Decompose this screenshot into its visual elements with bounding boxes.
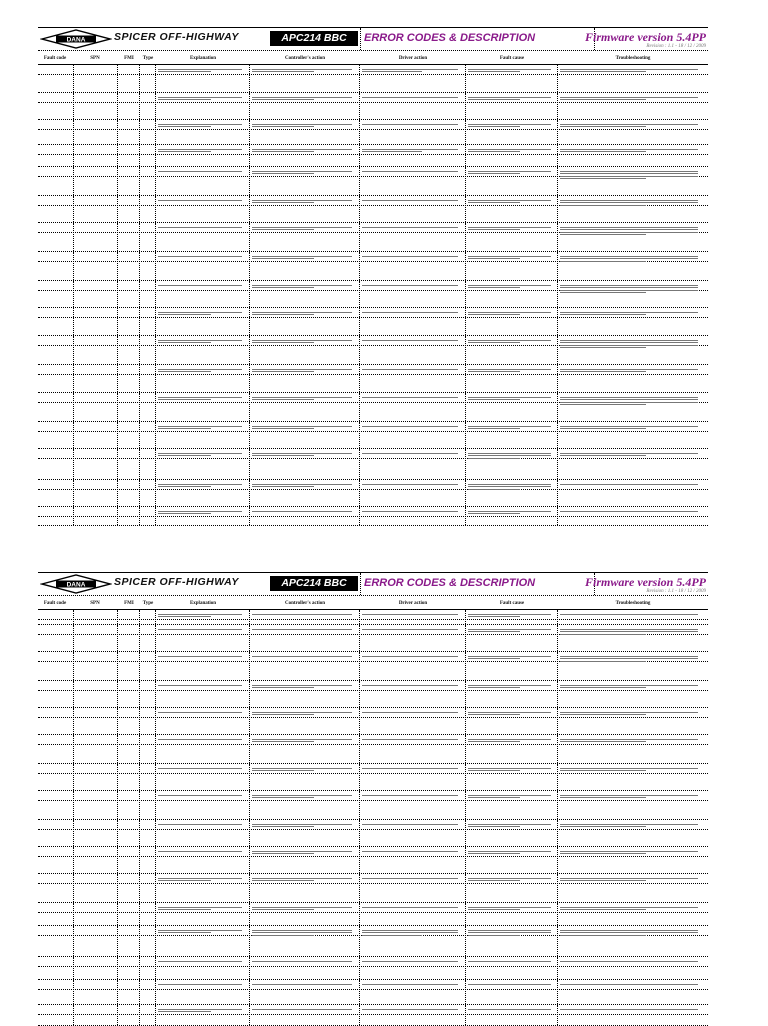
cell-text [252, 424, 356, 431]
document-page-2 [38, 572, 708, 1024]
cell-text [252, 451, 356, 458]
cell-text [158, 876, 246, 883]
cell-text [468, 122, 554, 129]
cell-text [362, 766, 462, 770]
table-row [38, 422, 708, 449]
table-row [38, 681, 708, 708]
cell-text [252, 737, 356, 744]
cell-text [362, 509, 462, 513]
cell-text [468, 982, 554, 986]
cell-text [252, 683, 356, 690]
cell-text [560, 612, 704, 616]
column-header: Troubleshooting [615, 601, 651, 606]
cell-text [252, 876, 356, 883]
error-code-table [38, 65, 708, 526]
cell-text [468, 95, 554, 102]
cell-text [362, 310, 462, 314]
table-row [38, 336, 708, 365]
cell-text [362, 95, 462, 99]
cell-text [252, 67, 356, 74]
table-row [38, 145, 708, 167]
cell-text [362, 959, 462, 963]
table-row [38, 167, 708, 196]
table-row [38, 708, 708, 735]
svg-text:DANA: DANA [66, 36, 86, 44]
cell-text [158, 793, 246, 797]
brand-name: SPICER OFF-HIGHWAY [114, 31, 239, 43]
cell-text [362, 338, 462, 342]
cell-text [468, 959, 554, 963]
cell-text [468, 710, 554, 717]
column-header: Fault code [43, 601, 67, 606]
cell-text [560, 959, 704, 963]
cell-text [468, 67, 554, 74]
cell-text [252, 710, 356, 717]
cell-text [468, 905, 554, 912]
document-page-1 [38, 27, 708, 512]
brand-name: SPICER OFF-HIGHWAY [114, 576, 239, 588]
table-row [38, 926, 708, 957]
cell-text [252, 254, 356, 261]
table-row [38, 791, 708, 820]
table-row [38, 1005, 708, 1026]
cell-text [468, 793, 554, 800]
cell-text [158, 122, 246, 129]
cell-text [158, 654, 246, 658]
cell-text [560, 283, 704, 295]
cell-text [468, 509, 554, 516]
column-header: SPN [90, 601, 100, 606]
table-row [38, 480, 708, 507]
table-row [38, 223, 708, 252]
cell-text [560, 95, 704, 102]
cell-text [560, 482, 704, 486]
cell-text [252, 147, 356, 154]
cell-text [560, 822, 704, 829]
firmware-version: Firmware version 5.4PP [584, 30, 706, 44]
cell-text [560, 737, 704, 744]
cell-text [252, 928, 356, 937]
table-row [38, 449, 708, 480]
column-header: Controller's action [284, 56, 326, 61]
cell-text [158, 169, 246, 173]
table-row [38, 847, 708, 874]
table-row [38, 652, 708, 681]
cell-text [252, 793, 356, 800]
cell-text [468, 683, 554, 690]
table-row [38, 365, 708, 393]
cell-text [560, 169, 704, 181]
document-title: ERROR CODES & DESCRIPTION [364, 32, 536, 44]
table-row [38, 281, 708, 308]
cell-text [362, 737, 462, 741]
cell-text [158, 737, 246, 741]
cell-text [560, 905, 704, 912]
column-header-row [38, 55, 708, 65]
table-row [38, 507, 708, 526]
cell-text [468, 147, 554, 154]
cell-text [362, 169, 462, 173]
column-header: Fault cause [499, 601, 525, 606]
revision-label: Revision : 1.1 - 18 / 12 / 2009 [646, 589, 706, 594]
column-header: Driver action [398, 56, 428, 61]
cell-text [252, 509, 356, 513]
cell-text [468, 338, 554, 345]
cell-text [468, 367, 554, 374]
cell-text [362, 654, 462, 658]
cell-text [468, 849, 554, 856]
table-row [38, 957, 708, 980]
cell-text [362, 793, 462, 797]
cell-text [158, 612, 246, 619]
cell-text [158, 147, 246, 154]
cell-text [468, 766, 554, 773]
cell-text [362, 982, 462, 986]
column-header: Explanation [189, 56, 217, 61]
table-row [38, 393, 708, 422]
cell-text [158, 928, 246, 935]
table-row [38, 874, 708, 903]
cell-text [468, 169, 554, 176]
cell-text [362, 905, 462, 909]
cell-text [252, 482, 356, 489]
table-row [38, 196, 708, 223]
cell-text [560, 1007, 704, 1011]
page-header [38, 27, 708, 51]
cell-text [468, 876, 554, 883]
cell-text [560, 509, 704, 513]
column-header: FMI [124, 601, 134, 606]
cell-text [560, 198, 704, 207]
cell-text [362, 254, 462, 258]
cell-text [362, 451, 462, 455]
cell-text [560, 451, 704, 458]
cell-text [362, 710, 462, 714]
cell-text [158, 254, 246, 258]
cell-text [252, 612, 356, 616]
cell-text [560, 395, 704, 407]
page-header [38, 572, 708, 596]
cell-text [158, 627, 246, 631]
cell-text [252, 766, 356, 773]
cell-text [158, 338, 246, 345]
cell-text [468, 612, 554, 619]
cell-text [468, 482, 554, 491]
cell-text [362, 928, 462, 937]
cell-text [158, 367, 246, 374]
cell-text [362, 822, 462, 826]
cell-text [158, 959, 246, 963]
cell-text [468, 254, 554, 261]
cell-text [252, 905, 356, 912]
cell-text [158, 683, 246, 687]
cell-text [560, 683, 704, 690]
cell-text [560, 982, 704, 986]
cell-text [158, 710, 246, 714]
column-header: FMI [124, 56, 134, 61]
svg-text:DANA: DANA [66, 581, 86, 589]
cell-text [560, 654, 704, 663]
cell-text [158, 67, 246, 74]
cell-text [252, 95, 356, 102]
cell-text [468, 424, 554, 431]
column-header: Fault code [43, 56, 67, 61]
cell-text [158, 395, 246, 402]
table-row [38, 252, 708, 281]
dana-logo-icon [40, 29, 112, 49]
table-row [38, 120, 708, 145]
cell-text [468, 822, 554, 829]
table-row [38, 903, 708, 926]
cell-text [362, 283, 462, 287]
cell-text [158, 198, 246, 202]
cell-text [252, 822, 356, 829]
cell-text [468, 654, 554, 661]
cell-text [362, 424, 462, 428]
cell-text [158, 310, 246, 317]
cell-text [362, 482, 462, 486]
cell-text [560, 627, 704, 636]
cell-text [560, 766, 704, 773]
column-header: Driver action [398, 601, 428, 606]
cell-text [252, 395, 356, 402]
cell-text [362, 849, 462, 853]
cell-text [468, 451, 554, 460]
cell-text [362, 683, 462, 687]
table-row [38, 980, 708, 1005]
cell-text [468, 310, 554, 317]
cell-text [362, 395, 462, 399]
cell-text [560, 122, 704, 129]
error-code-table [38, 610, 708, 1026]
column-header: Troubleshooting [615, 56, 651, 61]
cell-text [362, 122, 462, 126]
column-header: Explanation [189, 601, 217, 606]
cell-text [252, 849, 356, 856]
cell-text [362, 198, 462, 202]
cell-text [252, 225, 356, 232]
cell-text [252, 959, 356, 963]
table-row [38, 625, 708, 652]
cell-text [560, 338, 704, 350]
table-row [38, 820, 708, 847]
cell-text [252, 122, 356, 129]
cell-text [158, 95, 246, 102]
revision-label: Revision : 1.1 - 18 / 12 / 2009 [646, 44, 706, 49]
cell-text [158, 482, 246, 489]
table-row [38, 93, 708, 120]
cell-text [468, 395, 554, 402]
cell-text [468, 198, 554, 205]
cell-text [560, 710, 704, 717]
table-row [38, 764, 708, 791]
cell-text [362, 67, 462, 74]
cell-text [560, 793, 704, 800]
cell-text [158, 766, 246, 770]
cell-text [560, 225, 704, 237]
cell-text [158, 822, 246, 826]
model-label: APC214 BBC [270, 31, 358, 46]
cell-text [252, 169, 356, 176]
column-header: SPN [90, 56, 100, 61]
cell-text [252, 627, 356, 631]
column-header: Type [142, 601, 154, 606]
cell-text [560, 367, 704, 374]
cell-text [560, 310, 704, 317]
cell-text [158, 451, 246, 458]
table-row [38, 735, 708, 764]
cell-text [252, 198, 356, 205]
firmware-version: Firmware version 5.4PP [584, 575, 706, 589]
cell-text [468, 627, 554, 634]
cell-text [158, 225, 246, 229]
cell-text [560, 876, 704, 883]
column-header-row [38, 600, 708, 610]
cell-text [252, 982, 356, 986]
column-header: Type [142, 56, 154, 61]
cell-text [252, 654, 356, 658]
dana-logo-icon [40, 574, 112, 594]
cell-text [468, 1007, 554, 1011]
table-row [38, 65, 708, 93]
cell-text [362, 627, 462, 631]
cell-text [158, 283, 246, 287]
cell-text [362, 612, 462, 616]
cell-text [362, 1007, 462, 1011]
column-header: Controller's action [284, 601, 326, 606]
cell-text [158, 905, 246, 912]
cell-text [252, 338, 356, 345]
cell-text [560, 254, 704, 263]
cell-text [362, 876, 462, 880]
cell-text [560, 928, 704, 937]
cell-text [560, 147, 704, 154]
cell-text [468, 928, 554, 937]
cell-text [560, 849, 704, 856]
cell-text [158, 1007, 246, 1014]
cell-text [362, 147, 462, 154]
cell-text [158, 424, 246, 431]
cell-text [158, 849, 246, 853]
cell-text [252, 310, 356, 317]
table-row [38, 610, 708, 625]
cell-text [252, 283, 356, 290]
document-title: ERROR CODES & DESCRIPTION [364, 577, 536, 589]
table-row [38, 308, 708, 336]
cell-text [158, 982, 246, 986]
cell-text [468, 283, 554, 290]
cell-text [362, 367, 462, 371]
cell-text [468, 225, 554, 232]
cell-text [468, 737, 554, 744]
cell-text [560, 424, 704, 431]
cell-text [252, 1007, 356, 1011]
cell-text [252, 367, 356, 374]
cell-text [362, 225, 462, 229]
column-header: Fault cause [499, 56, 525, 61]
cell-text [158, 509, 246, 516]
model-label: APC214 BBC [270, 576, 358, 591]
cell-text [560, 67, 704, 74]
